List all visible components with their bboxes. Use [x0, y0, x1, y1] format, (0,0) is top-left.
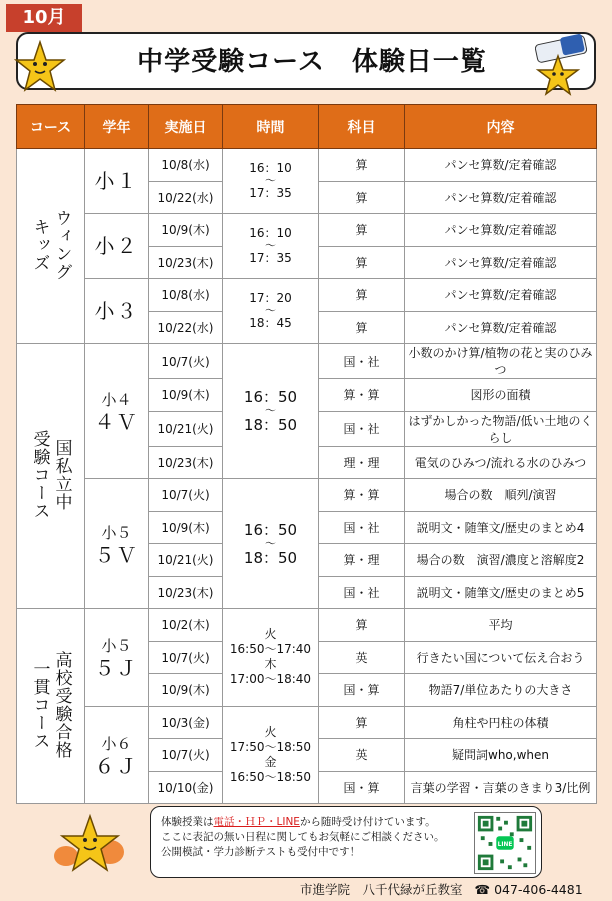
- grade-cell: [85, 279, 149, 344]
- subject-cell: 国・算: [319, 771, 405, 804]
- class-label: ６Ｊ: [94, 753, 139, 778]
- course-name: ウィング キッズ: [29, 208, 72, 281]
- time-line: 16：50: [243, 388, 298, 406]
- content-cell: パンセ算数/定着確認: [405, 246, 597, 279]
- date-cell: 10/8(水): [149, 149, 223, 182]
- subject-cell: 算: [319, 149, 405, 182]
- content-cell: パンセ算数/定着確認: [405, 279, 597, 312]
- content-cell: パンセ算数/定着確認: [405, 214, 597, 247]
- subject-cell: 算: [319, 279, 405, 312]
- line-qr-code-icon[interactable]: [474, 812, 536, 874]
- subject-cell: 算・理: [319, 544, 405, 577]
- subject-cell: 算: [319, 706, 405, 739]
- content-cell: パンセ算数/定着確認: [405, 311, 597, 344]
- grade-cell: [85, 214, 149, 279]
- time-line: 16:50～17:40: [229, 642, 312, 657]
- star-girl-mascot-icon: [50, 812, 130, 888]
- class-label: ５Ｖ: [94, 542, 139, 567]
- content-cell: 電気のひみつ/流れる水のひみつ: [405, 446, 597, 479]
- time-line: 16:50～18:50: [229, 769, 312, 784]
- course-name: 国私立中 受験コース: [29, 429, 72, 520]
- time-line: 16：50: [243, 520, 298, 539]
- time-line: 火: [264, 627, 277, 642]
- date-cell: 10/23(木): [149, 576, 223, 609]
- content-cell: 説明文・随筆文/歴史のまとめ4: [405, 511, 597, 544]
- time-line: 18：50: [243, 416, 298, 434]
- date-cell: 10/21(火): [149, 411, 223, 446]
- grade-label: 小５: [101, 523, 132, 542]
- star-mascot-icon: [14, 40, 66, 96]
- info-line-2: ここに表記の無い日程に関してもお気軽にご相談ください。: [161, 831, 445, 843]
- content-cell: 場合の数 演習/濃度と溶解度2: [405, 544, 597, 577]
- grade-label: 小５: [101, 637, 132, 656]
- time-line: 16：10: [249, 226, 292, 240]
- date-cell: 10/10(金): [149, 771, 223, 804]
- subject-cell: 国・社: [319, 344, 405, 379]
- grade-cell: [85, 479, 149, 609]
- date-cell: 10/23(木): [149, 246, 223, 279]
- date-cell: 10/7(火): [149, 479, 223, 512]
- subject-cell: 国・社: [319, 511, 405, 544]
- content-cell: パンセ算数/定着確認: [405, 181, 597, 214]
- time-cell: [223, 214, 319, 279]
- grade-label: 小３: [94, 299, 139, 323]
- header-grade: 学年: [85, 105, 149, 149]
- course-cell: [17, 609, 85, 804]
- content-cell: 平均: [405, 609, 597, 642]
- content-cell: 角柱や円柱の体積: [405, 706, 597, 739]
- course-cell: [17, 344, 85, 609]
- header-subject: 科目: [319, 105, 405, 149]
- time-line: 火: [264, 724, 277, 739]
- time-line: 18：50: [243, 548, 298, 567]
- title-banner: [16, 32, 596, 90]
- date-cell: 10/7(火): [149, 641, 223, 674]
- date-cell: 10/9(木): [149, 379, 223, 412]
- time-line: ～: [265, 536, 276, 550]
- date-cell: 10/9(木): [149, 214, 223, 247]
- time-cell: [223, 149, 319, 214]
- subject-cell: 算: [319, 181, 405, 214]
- table-row: [17, 706, 597, 739]
- content-cell: 物語7/単位あたりの大きさ: [405, 674, 597, 707]
- date-cell: 10/22(水): [149, 181, 223, 214]
- month-badge: 10月: [6, 4, 82, 32]
- table-row: [17, 149, 597, 182]
- header-date: 実施日: [149, 105, 223, 149]
- content-cell: 説明文・随筆文/歴史のまとめ5: [405, 576, 597, 609]
- school-name: 市進学院 八千代緑が丘教室: [300, 882, 463, 897]
- grade-cell: [85, 149, 149, 214]
- time-line: 木: [264, 657, 277, 672]
- phone-icon: ☎: [474, 882, 491, 897]
- date-cell: 10/23(木): [149, 446, 223, 479]
- table-row: [17, 344, 597, 379]
- subject-cell: 国・社: [319, 576, 405, 609]
- subject-cell: 算: [319, 609, 405, 642]
- subject-cell: 算: [319, 311, 405, 344]
- time-line: 17：35: [249, 186, 292, 200]
- page-title: 中学受験コース 体験日一覧: [137, 47, 487, 77]
- subject-cell: 国・社: [319, 411, 405, 446]
- time-line: 18：45: [249, 316, 292, 330]
- time-cell: [223, 706, 319, 804]
- content-cell: 疑問詞who,when: [405, 739, 597, 772]
- content-cell: 小数のかけ算/植物の花と実のひみつ: [405, 344, 597, 379]
- table-header-row: [17, 105, 597, 149]
- date-cell: 10/8(水): [149, 279, 223, 312]
- time-line: ～: [265, 174, 276, 187]
- content-cell: 言葉の学習・言葉のきまり3/比例: [405, 771, 597, 804]
- class-label: ４Ｖ: [94, 410, 139, 434]
- date-cell: 10/21(火): [149, 544, 223, 577]
- date-cell: 10/9(木): [149, 674, 223, 707]
- time-line: 17:50～18:50: [229, 739, 312, 754]
- contact-methods-link[interactable]: 電話・ＨＰ・LINE: [213, 816, 300, 828]
- time-line: 17：20: [249, 291, 292, 305]
- time-cell: [223, 344, 319, 479]
- header-course: コース: [17, 105, 85, 149]
- grade-label: 小１: [94, 169, 139, 193]
- table-row: [17, 214, 597, 247]
- time-line: 金: [264, 754, 277, 769]
- table-row: [17, 609, 597, 642]
- subject-cell: 英: [319, 641, 405, 674]
- schedule-table: [16, 104, 597, 804]
- subject-cell: 理・理: [319, 446, 405, 479]
- info-line-3: 公開模試・学力診断テストも受付中です！: [161, 846, 361, 858]
- date-cell: 10/7(火): [149, 739, 223, 772]
- subject-cell: 算・算: [319, 479, 405, 512]
- grade-cell: [85, 706, 149, 804]
- grade-label: 小２: [94, 234, 139, 258]
- date-cell: 10/22(水): [149, 311, 223, 344]
- date-cell: 10/3(金): [149, 706, 223, 739]
- course-cell: [17, 149, 85, 344]
- date-cell: 10/9(木): [149, 511, 223, 544]
- header-content: 内容: [405, 105, 597, 149]
- time-line: 16：10: [249, 161, 292, 175]
- qr-label: LINE: [497, 841, 513, 848]
- time-cell: [223, 279, 319, 344]
- subject-cell: 算・算: [319, 379, 405, 412]
- time-line: 17:00～18:40: [229, 672, 312, 687]
- grade-label: 小４: [101, 391, 132, 409]
- date-cell: 10/7(火): [149, 344, 223, 379]
- time-cell: [223, 609, 319, 707]
- grade-cell: [85, 609, 149, 707]
- info-line-1: 体験授業は電話・ＨＰ・LINEから随時受け付けています。: [161, 816, 436, 828]
- date-cell: 10/2(木): [149, 609, 223, 642]
- content-cell: はずかしかった物語/低い土地のくらし: [405, 411, 597, 446]
- time-line: ～: [265, 304, 276, 317]
- content-cell: 行きたい国について伝え合おう: [405, 641, 597, 674]
- grade-cell: [85, 344, 149, 479]
- subject-cell: 国・算: [319, 674, 405, 707]
- subject-cell: 算: [319, 214, 405, 247]
- subject-cell: 算: [319, 246, 405, 279]
- time-line: 17：35: [249, 251, 292, 265]
- footer: [300, 880, 606, 898]
- star-eraser-icon: [528, 34, 594, 100]
- course-name: 高校受験合格 一貫コース: [29, 650, 72, 759]
- header-time: 時間: [223, 105, 319, 149]
- table-row: [17, 479, 597, 512]
- subject-cell: 英: [319, 739, 405, 772]
- time-cell: [223, 479, 319, 609]
- grade-label: 小６: [101, 734, 132, 753]
- table-row: [17, 279, 597, 312]
- phone-number: 047-406-4481: [494, 882, 583, 897]
- time-line: ～: [265, 404, 276, 417]
- content-cell: 場合の数 順列/演習: [405, 479, 597, 512]
- class-label: ５Ｊ: [94, 656, 139, 681]
- content-cell: パンセ算数/定着確認: [405, 149, 597, 182]
- content-cell: 図形の面積: [405, 379, 597, 412]
- time-line: ～: [265, 239, 276, 252]
